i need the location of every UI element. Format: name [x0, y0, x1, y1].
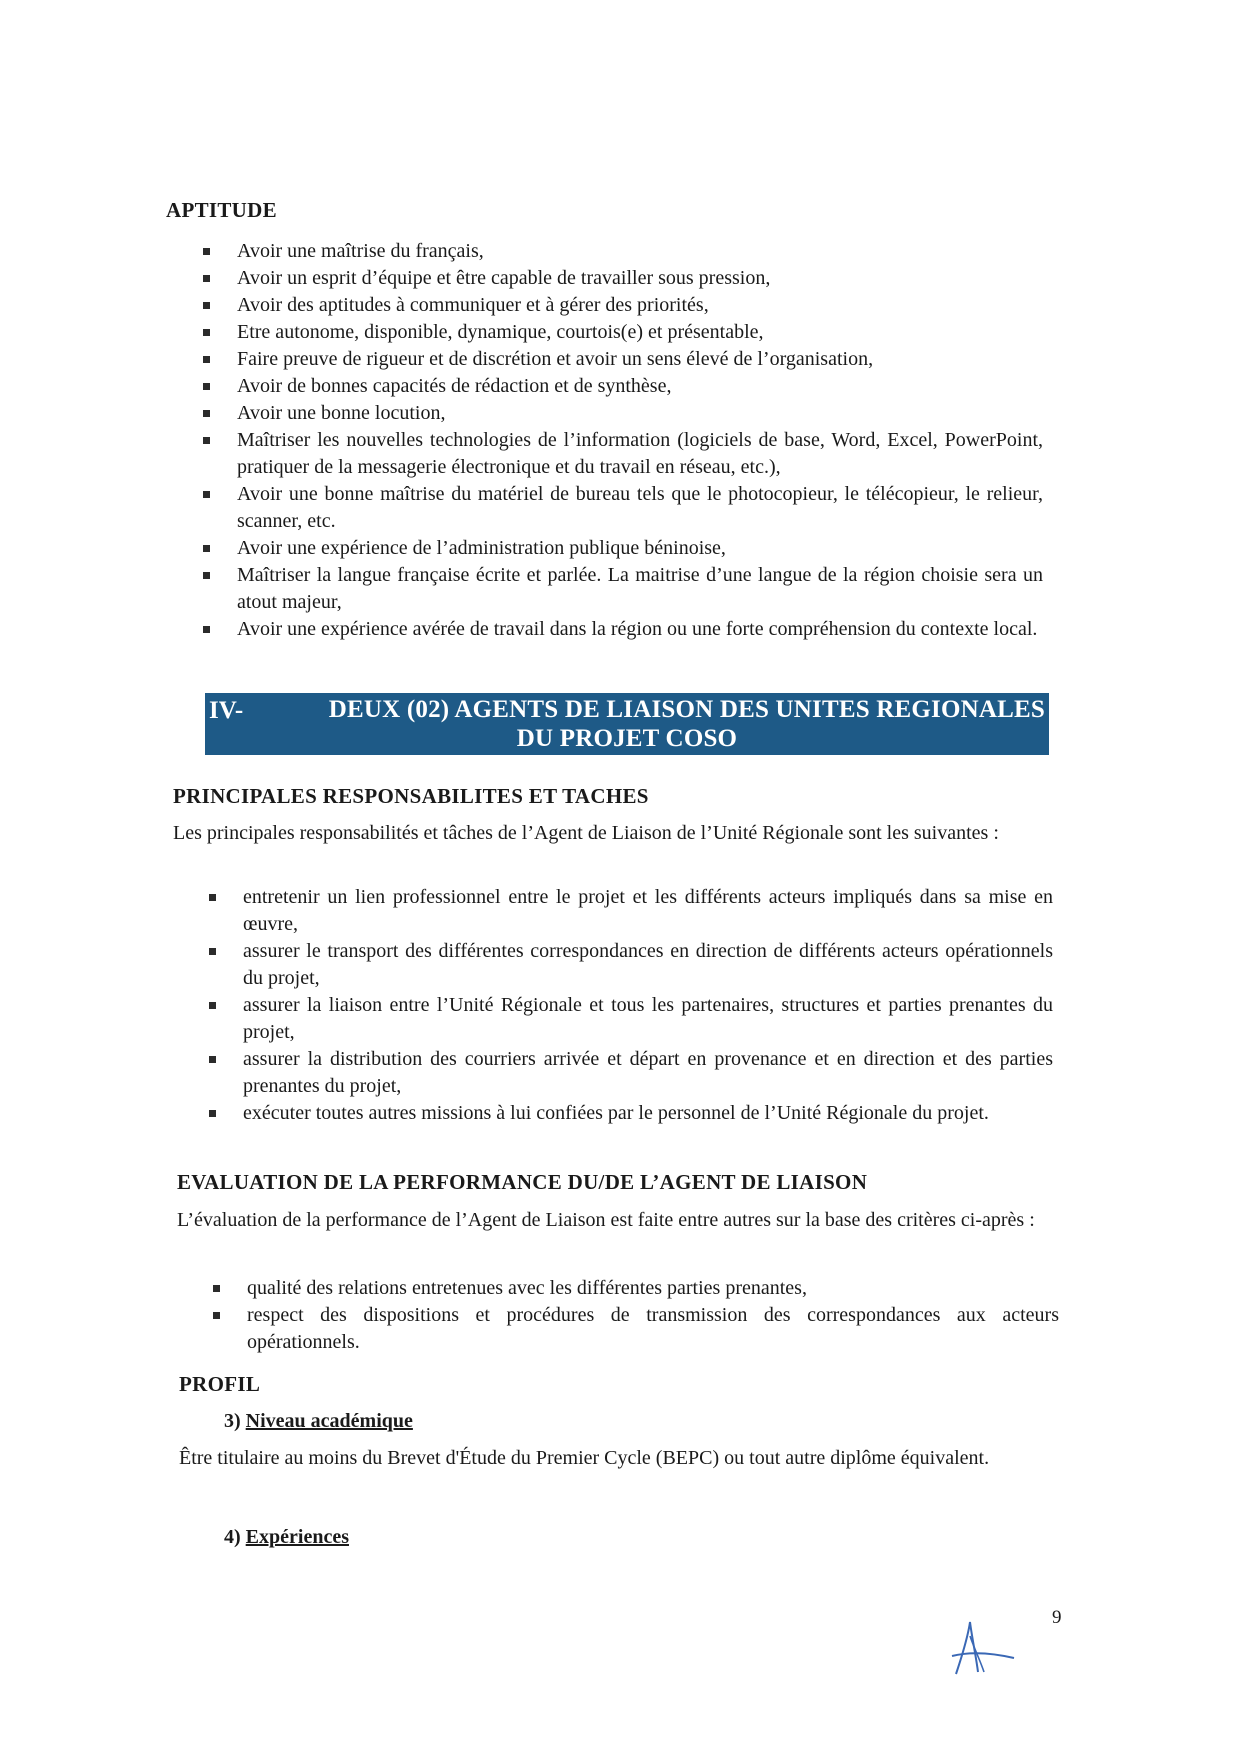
bullet-square-icon	[203, 383, 210, 390]
list-item-text: Avoir un esprit d’équipe et être capable de travailler sous pression,	[237, 267, 771, 289]
section-banner	[205, 693, 1049, 755]
list-item	[203, 481, 1043, 535]
list-item-text: respect des dispositions et procédures de transmission des correspondances aux acteurs opérationnels.	[247, 1304, 1059, 1353]
experiences-number: 4)	[224, 1526, 241, 1548]
list-item	[209, 992, 1053, 1046]
experiences-label: Expériences	[245, 1526, 349, 1548]
list-item-text: Maîtriser la langue française écrite et parlée. La maitrise d’une langue de la région choisie sera un atout majeur,	[237, 564, 1043, 613]
list-item	[209, 1046, 1053, 1100]
bullet-square-icon	[203, 248, 210, 255]
section-number: IV-	[209, 697, 244, 724]
bullet-square-icon	[203, 545, 210, 552]
aptitude-heading: APTITUDE	[166, 198, 277, 222]
list-item	[203, 238, 1043, 265]
bullet-square-icon	[203, 491, 210, 498]
responsabilites-heading: PRINCIPALES RESPONSABILITES ET TACHES	[173, 784, 649, 808]
bullet-square-icon	[203, 329, 210, 336]
bullet-square-icon	[203, 275, 210, 282]
list-item	[209, 938, 1053, 992]
bullet-square-icon	[209, 948, 216, 955]
evaluation-intro: L’évaluation de la performance de l’Agent de Liaison est faite entre autres sur la base des critères ci-après :	[177, 1209, 1035, 1231]
niveau-academique-text: Être titulaire au moins du Brevet d'Étude du Premier Cycle (BEPC) ou tout autre diplôme équivalent.	[179, 1447, 990, 1469]
list-item-text: Avoir de bonnes capacités de rédaction et de synthèse,	[237, 375, 672, 397]
responsabilites-intro: Les principales responsabilités et tâches de l’Agent de Liaison de l’Unité Régionale sont les suivantes :	[173, 822, 999, 844]
list-item-text: qualité des relations entretenues avec les différentes parties prenantes,	[247, 1277, 807, 1299]
list-item	[203, 427, 1043, 481]
bullet-square-icon	[203, 626, 210, 633]
list-item-text: Faire preuve de rigueur et de discrétion et avoir un sens élevé de l’organisation,	[237, 348, 874, 370]
list-item-text: entretenir un lien professionnel entre le projet et les différents acteurs impliqués dans sa mise en œuvre,	[243, 886, 1053, 935]
section-title-line1: DEUX (02) AGENTS DE LIAISON DES UNITES REGIONALES	[328, 696, 1045, 723]
aptitude-list	[203, 238, 1043, 643]
handwritten-signature-icon	[948, 1616, 1018, 1678]
bullet-square-icon	[213, 1285, 220, 1292]
list-item	[203, 265, 1043, 292]
list-item	[203, 616, 1043, 643]
niveau-academique-subheading	[224, 1410, 413, 1433]
list-item	[203, 400, 1043, 427]
bullet-square-icon	[209, 1110, 216, 1117]
profil-heading: PROFIL	[179, 1372, 261, 1396]
bullet-square-icon	[209, 1056, 216, 1063]
list-item	[213, 1275, 1059, 1302]
evaluation-list	[213, 1275, 1059, 1356]
list-item	[209, 1100, 1053, 1127]
niveau-number: 3)	[224, 1410, 241, 1432]
bullet-square-icon	[203, 356, 210, 363]
list-item-text: Maîtriser les nouvelles technologies de l’information (logiciels de base, Word, Excel, PowerPoint, pratiquer de la messagerie électronique et du travail en réseau, etc.),	[237, 429, 1043, 478]
list-item	[203, 319, 1043, 346]
list-item-text: assurer le transport des différentes correspondances en direction de différents acteurs opérationnels du projet,	[243, 940, 1053, 989]
bullet-square-icon	[203, 410, 210, 417]
list-item-text: Avoir une expérience avérée de travail dans la région ou une forte compréhension du contexte local.	[237, 618, 1038, 640]
list-item	[213, 1302, 1059, 1356]
list-item-text: Avoir une expérience de l’administration publique béninoise,	[237, 537, 726, 559]
niveau-label: Niveau académique	[245, 1410, 413, 1432]
experiences-subheading	[224, 1526, 349, 1549]
list-item	[203, 346, 1043, 373]
list-item-text: Avoir une maîtrise du français,	[237, 240, 484, 262]
responsabilites-list	[209, 884, 1053, 1127]
list-item	[203, 562, 1043, 616]
list-item-text: assurer la distribution des courriers arrivée et départ en provenance et en direction et des parties prenantes du projet,	[243, 1048, 1053, 1097]
list-item	[203, 535, 1043, 562]
bullet-square-icon	[203, 437, 210, 444]
list-item-text: exécuter toutes autres missions à lui confiées par le personnel de l’Unité Régionale du projet.	[243, 1102, 989, 1124]
list-item-text: assurer la liaison entre l’Unité Régionale et tous les partenaires, structures et parties prenantes du projet,	[243, 994, 1053, 1043]
bullet-square-icon	[209, 894, 216, 901]
list-item	[209, 884, 1053, 938]
list-item	[203, 292, 1043, 319]
list-item	[203, 373, 1043, 400]
list-item-text: Avoir une bonne locution,	[237, 402, 446, 424]
section-title-line2: DU PROJET COSO	[516, 725, 738, 752]
bullet-square-icon	[203, 572, 210, 579]
page-number: 9	[1052, 1607, 1062, 1628]
evaluation-heading: EVALUATION DE LA PERFORMANCE DU/DE L’AGENT DE LIAISON	[177, 1170, 868, 1194]
bullet-square-icon	[209, 1002, 216, 1009]
list-item-text: Avoir une bonne maîtrise du matériel de bureau tels que le photocopieur, le télécopieur, le relieur, scanner, etc.	[237, 483, 1043, 532]
bullet-square-icon	[213, 1312, 220, 1319]
bullet-square-icon	[203, 302, 210, 309]
list-item-text: Avoir des aptitudes à communiquer et à gérer des priorités,	[237, 294, 709, 316]
list-item-text: Etre autonome, disponible, dynamique, courtois(e) et présentable,	[237, 321, 764, 343]
